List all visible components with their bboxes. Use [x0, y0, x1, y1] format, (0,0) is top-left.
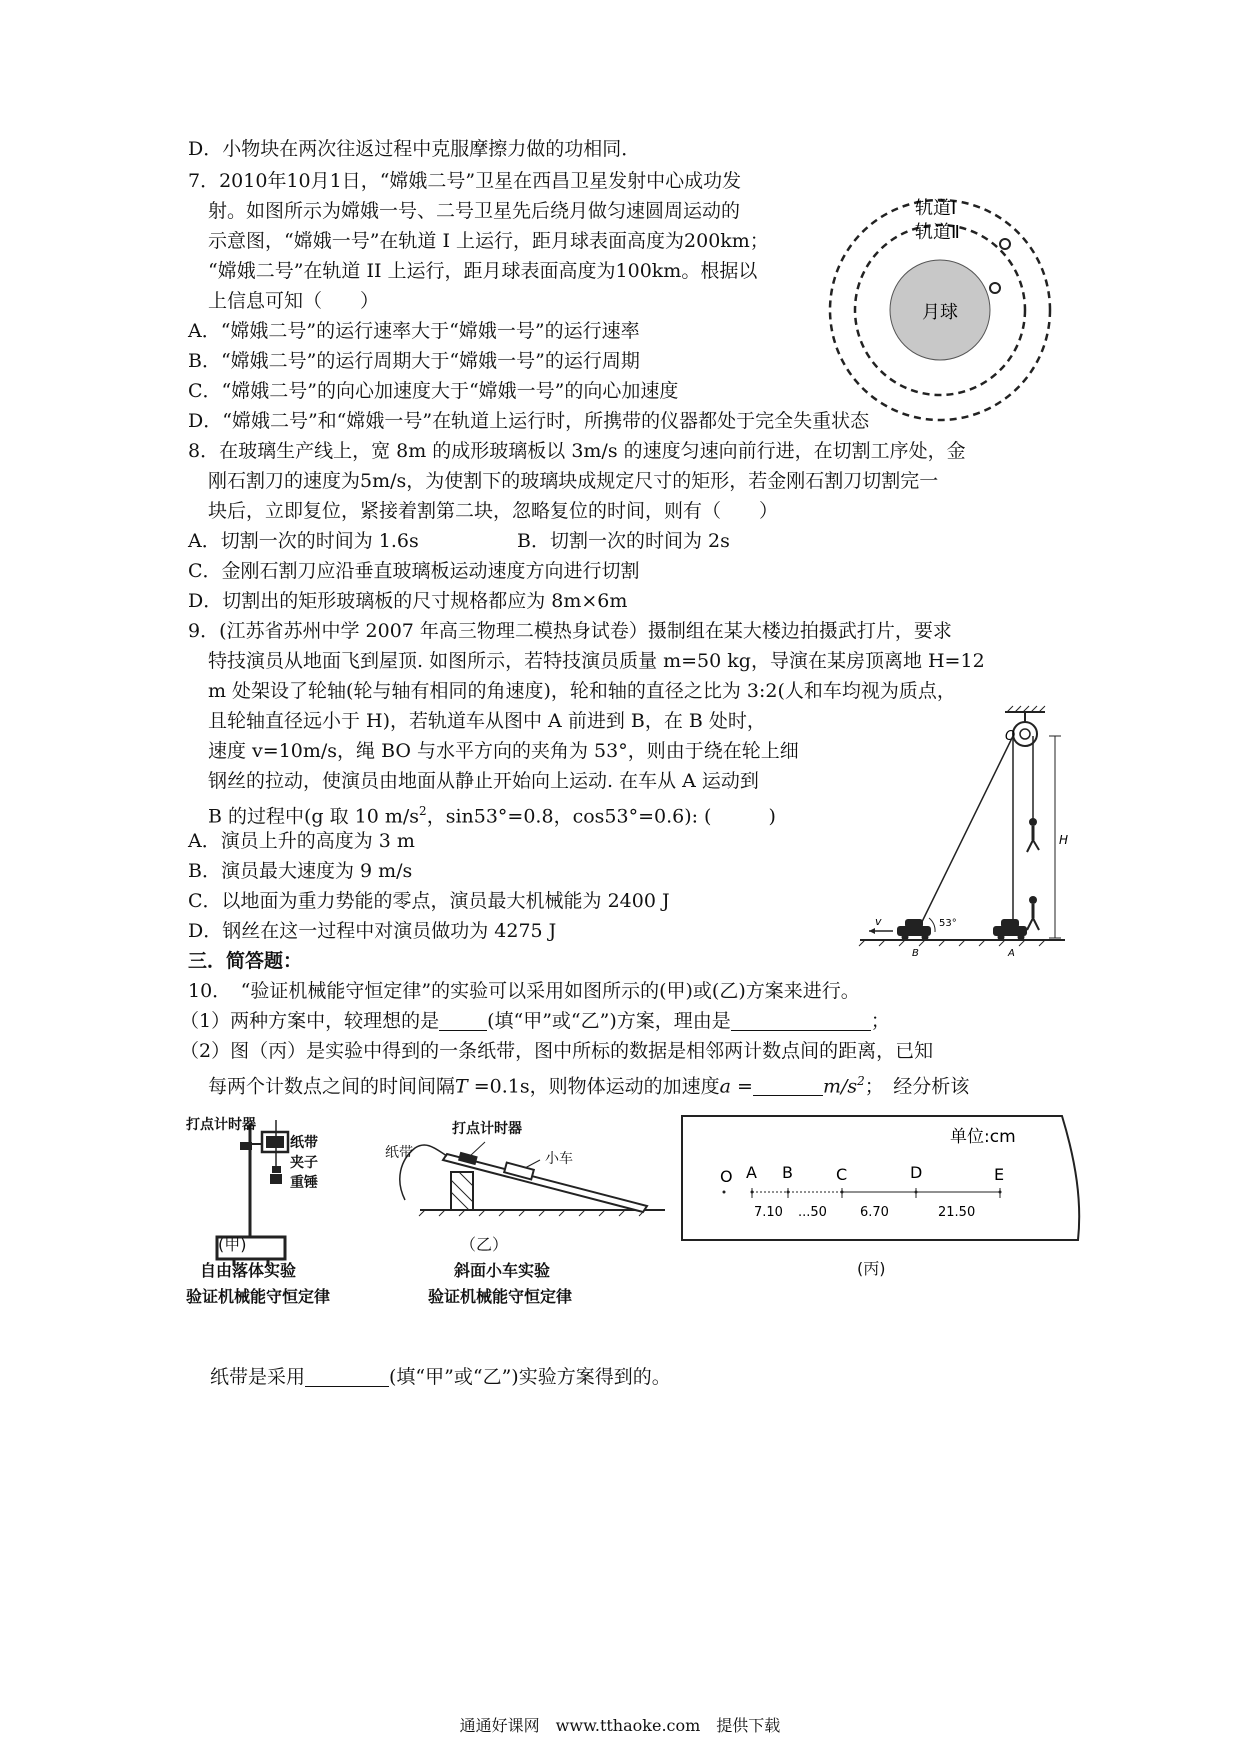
tape-distance-de: 21.50 — [938, 1205, 976, 1220]
tape-point-o: O — [720, 1167, 733, 1186]
label-clamp: 夹子 — [290, 1155, 318, 1171]
figure-a-caption-2: 验证机械能守恒定律 — [186, 1287, 331, 1306]
q7-line-1: 7．2010年10月1日，“嫦娥二号”卫星在西昌卫星发射中心成功发 — [188, 170, 742, 192]
tape-distance-cd: 6.70 — [860, 1205, 889, 1220]
q10-part-1: （1）两种方案中，较理想的是 (填“甲”或“乙”)方案，理由是 ； — [180, 1010, 890, 1032]
figure-b-tag: （乙） — [460, 1235, 509, 1254]
moon-label: 月球 — [922, 302, 958, 323]
q8-option-b: B．切割一次的时间为 2s — [517, 530, 730, 552]
answer-blank-4[interactable] — [305, 1366, 389, 1387]
label-a: A — [1008, 948, 1015, 959]
q8-line-2: 刚石割刀的速度为5m/s，为使割下的玻璃块成规定尺寸的矩形，若金刚石割刀切割完一 — [208, 470, 939, 492]
figure-b-caption-1: 斜面小车实验 — [454, 1261, 551, 1280]
q9-line-2: 特技演员从地面飞到屋顶. 如图所示，若特技演员质量 m=50 kg，导演在某房顶离地 H=12 — [208, 650, 985, 672]
answer-blank-3[interactable] — [753, 1075, 823, 1096]
q9-line-5: 速度 v=10m/s，绳 BO 与水平方向的夹角为 53°，则由于绕在轮上细 — [208, 740, 799, 762]
tape-distance-ab: ...50 — [798, 1205, 827, 1220]
clamp — [272, 1166, 281, 1173]
inclined-plane-apparatus — [385, 1130, 665, 1240]
pulley-diagram — [855, 700, 1070, 960]
performer-top — [1027, 818, 1039, 852]
tape-unit-label: 单位:cm — [950, 1127, 1016, 1147]
car-at-b — [897, 919, 931, 941]
paper-tape-strip — [680, 1112, 1090, 1244]
heavy-weight — [270, 1174, 282, 1184]
tape-point-b: B — [782, 1163, 793, 1182]
q10-part-2-line-2: 每两个计数点之间的时间间隔T =0.1s，则物体运动的加速度$a = m/s^2$； 经分析该 — [208, 1074, 970, 1098]
q7-option-d: D．“嫦娥二号”和“嫦娥一号”在轨道上运行时，所携带的仪器都处于完全失重状态 — [188, 410, 870, 432]
q7-option-a: A．“嫦娥二号”的运行速率大于“嫦娥一号”的运行速率 — [188, 320, 640, 342]
q8-option-a: A．切割一次的时间为 1.6s — [188, 530, 419, 552]
q9-line-4: 且轮轴直径远小于 H)，若轨道车从图中 A 前进到 B，在 B 处时， — [208, 710, 766, 732]
q10-intro: 10． “验证机械能守恒定律”的实验可以采用如图所示的(甲)或(乙)方案来进行。 — [188, 980, 860, 1002]
label-b: B — [912, 948, 919, 959]
tape-point-d: D — [910, 1163, 923, 1182]
figure-a-caption-1: 自由落体实验 — [200, 1261, 297, 1280]
q8-line-3: 块后，立即复位，紧接着割第二块，忽略复位的时间，则有（ ） — [208, 500, 779, 522]
label-angle: 53° — [939, 918, 957, 929]
q7-line-5: 上信息可知（ ） — [208, 290, 380, 312]
tape-point-e: E — [994, 1165, 1005, 1184]
tape-distance-oa: 7.10 — [754, 1205, 783, 1220]
q9-line-1: 9．(江苏省苏州中学 2007 年高三物理二模热身试卷）摄制组在某大楼边拍摄武打片，要求 — [188, 620, 952, 642]
q8-option-d: D．切割出的矩形玻璃板的尺寸规格都应为 8m×6m — [188, 590, 628, 612]
label-weight: 重锤 — [290, 1175, 318, 1191]
q7-line-2: 射。如图所示为嫦娥一号、二号卫星先后绕月做匀速圆周运动的 — [208, 200, 741, 222]
orbit-1-label: 轨道Ⅰ — [915, 198, 957, 219]
pulley-axle — [1020, 729, 1030, 739]
page-footer: 通通好课网 www.tthaoke.com 提供下载 — [459, 1716, 781, 1735]
q9-line-3: m 处架设了轮轴(轮与轴有相同的角速度)，轮和轴的直径之比为 3:2(人和车均视为质点， — [208, 680, 956, 702]
q7-line-3: 示意图，“嫦娥一号”在轨道 I 上运行，距月球表面高度为200km； — [208, 230, 769, 252]
section-3-title: 三．简答题： — [188, 950, 303, 972]
q7-line-4: “嫦娥二号”在轨道 II 上运行，距月球表面高度为100km。根据以 — [208, 260, 758, 282]
tape-point-c: C — [836, 1165, 848, 1184]
figure-a-tag: (甲) — [218, 1235, 247, 1254]
label-tape-b: 纸带 — [385, 1145, 413, 1161]
q9-option-c: C．以地面为重力势能的零点，演员最大机械能为 2400 J — [188, 890, 670, 912]
q9-line-7: B 的过程中(g 取 10 $m/s^2$，sin53°=0.8，cos53°=0.6): ( ) — [208, 804, 776, 828]
satellite-2 — [990, 283, 1000, 293]
satellite-1 — [1000, 239, 1010, 249]
label-v: v — [875, 915, 882, 928]
q10-part-2-line-1: （2）图（丙）是实验中得到的一条纸带，图中所标的数据是相邻两计数点间的距离，已知 — [180, 1040, 934, 1062]
q8-option-c: C．金刚石割刀应沿垂直玻璃板运动速度方向进行切割 — [188, 560, 640, 582]
orbit-diagram — [820, 180, 1060, 430]
performer-bottom — [1027, 896, 1039, 930]
label-cart: 小车 — [545, 1151, 573, 1167]
q7-option-b: B．“嫦娥二号”的运行周期大于“嫦娥一号”的运行周期 — [188, 350, 640, 372]
q9-option-b: B．演员最大速度为 9 m/s — [188, 860, 413, 882]
rope-bo — [917, 736, 1013, 932]
label-h: H — [1059, 833, 1069, 847]
q9-option-a: A．演员上升的高度为 3 m — [188, 830, 415, 852]
q9-line-6: 钢丝的拉动，使演员由地面从静止开始向上运动. 在车从 A 运动到 — [208, 770, 759, 792]
orbit-2-label: 轨道Ⅱ — [915, 222, 960, 243]
answer-blank-2[interactable] — [731, 1010, 871, 1031]
answer-blank-1[interactable] — [439, 1010, 487, 1031]
q8-line-1: 8．在玻璃生产线上，宽 8m 的成形玻璃板以 3m/s 的速度匀速向前行进，在切割工序处，金 — [188, 440, 966, 462]
q7-option-c: C．“嫦娥二号”的向心加速度大于“嫦娥一号”的向心加速度 — [188, 380, 679, 402]
figure-b-caption-2: 验证机械能守恒定律 — [428, 1287, 573, 1306]
car-at-a — [993, 919, 1027, 941]
label-o: O — [1005, 729, 1016, 744]
label-timer-a: 打点计时器 — [186, 1117, 256, 1133]
label-timer-b: 打点计时器 — [452, 1121, 522, 1137]
q6-option-d: D．小物块在两次往返过程中克服摩擦力做的功相同． — [188, 138, 641, 160]
q9-option-d: D．钢丝在这一过程中对演员做功为 4275 J — [188, 920, 557, 942]
figure-c-tag: (丙) — [857, 1259, 886, 1278]
tape-point-a: A — [746, 1163, 757, 1182]
label-tape-a: 纸带 — [290, 1135, 318, 1151]
q10-part-3: 纸带是采用 (填“甲”或“乙”)实验方案得到的。 — [210, 1366, 671, 1388]
